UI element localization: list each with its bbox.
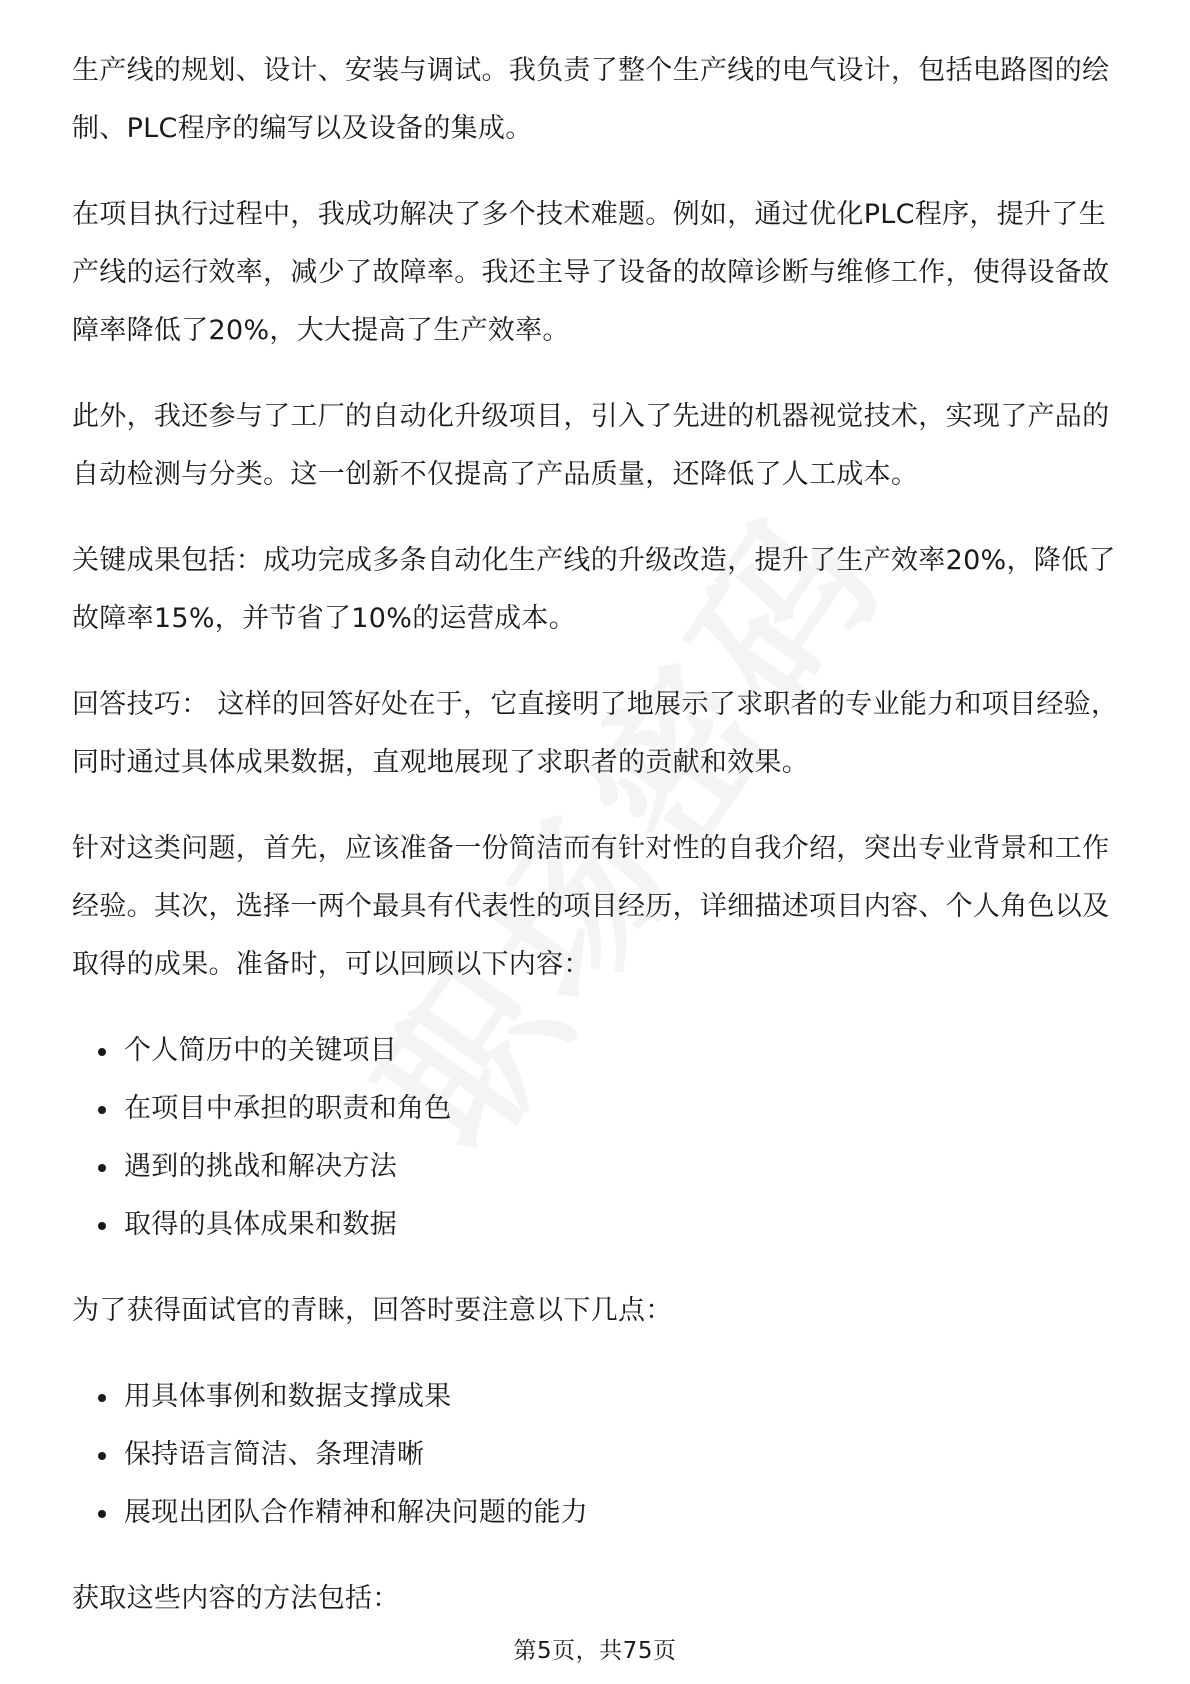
list-item: 遇到的挑战和解决方法: [72, 1138, 1122, 1196]
paragraph-attention: 为了获得面试官的青睐，回答时要注意以下几点：: [72, 1295, 673, 1326]
document-page: [72, 42, 1122, 1656]
list-item: 保持语言简洁、条理清晰: [72, 1426, 1122, 1484]
list-item: 个人简历中的关键项目: [72, 1022, 1122, 1080]
bullet-icon: [98, 1106, 106, 1114]
attention-list: [72, 1368, 1122, 1542]
list-item: 用具体事例和数据支撑成果: [72, 1368, 1122, 1426]
review-list: [72, 1022, 1122, 1254]
bullet-icon: [98, 1452, 106, 1460]
paragraph-methods: 获取这些内容的方法包括：: [72, 1583, 400, 1614]
list-item: 展现出团队合作精神和解决问题的能力: [72, 1484, 1122, 1542]
bullet-icon: [98, 1048, 106, 1056]
paragraph-preparation: 针对这类问题，首先，应该准备一份简洁而有针对性的自我介绍，突出专业背景和工作经验。其次，选择一两个最具有代表性的项目经历，详细描述项目内容、个人角色以及取得的成果。准备时，可以回顾以下内容：: [72, 833, 1110, 980]
paragraph-production-line: 生产线的规划、设计、安装与调试。我负责了整个生产线的电气设计，包括电路图的绘制、PLC程序的编写以及设备的集成。: [72, 55, 1110, 144]
paragraph-automation-upgrade: 此外，我还参与了工厂的自动化升级项目，引入了先进的机器视觉技术，实现了产品的自动检测与分类。这一创新不仅提高了产品质量，还降低了人工成本。: [72, 401, 1110, 490]
bullet-icon: [98, 1222, 106, 1230]
list-item: 在项目中承担的职责和角色: [72, 1080, 1122, 1138]
list-item: 取得的具体成果和数据: [72, 1196, 1122, 1254]
bullet-icon: [98, 1510, 106, 1518]
paragraph-technical-problems: 在项目执行过程中，我成功解决了多个技术难题。例如，通过优化PLC程序，提升了生产线的运行效率，减少了故障率。我还主导了设备的故障诊断与维修工作，使得设备故障率降低了20%，大大提高了生产效率。: [72, 199, 1110, 346]
bullet-icon: [98, 1164, 106, 1172]
paragraph-answer-tips: 回答技巧： 这样的回答好处在于，它直接明了地展示了求职者的专业能力和项目经验，同时通过具体成果数据，直观地展现了求职者的贡献和效果。: [72, 689, 1119, 778]
bullet-icon: [98, 1394, 106, 1402]
paragraph-key-results: 关键成果包括：成功完成多条自动化生产线的升级改造，提升了生产效率20%，降低了故障率15%，并节省了10%的运营成本。: [72, 545, 1116, 634]
page-number: 第5页，共75页: [513, 1638, 677, 1664]
